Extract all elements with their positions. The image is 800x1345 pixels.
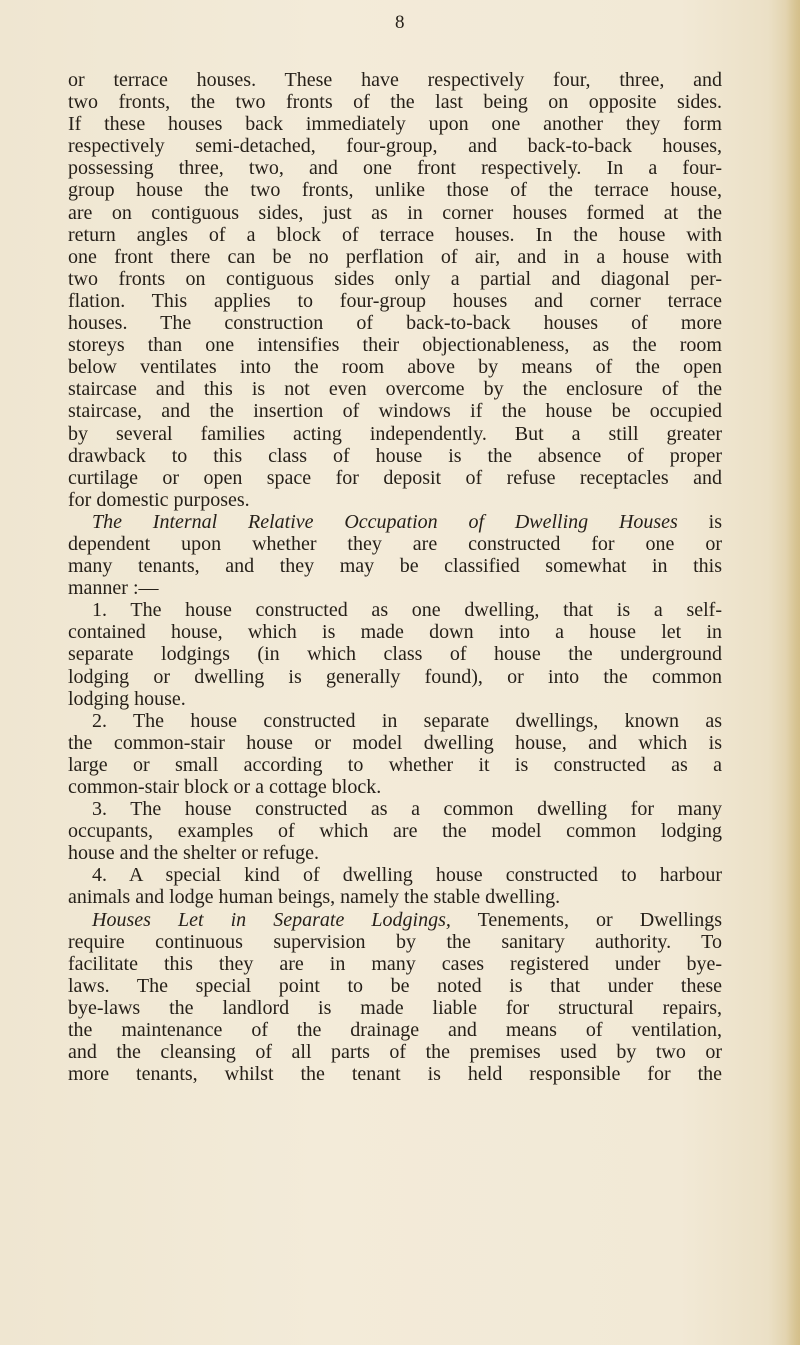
text-line — [68, 91, 722, 113]
line-text: manner :— — [68, 577, 159, 600]
line-text: by several families acting independently. But a still greater — [68, 422, 722, 445]
text-line — [68, 820, 722, 842]
line-text: group house the two fronts, unlike those of the terrace house, — [68, 179, 722, 202]
text-line — [68, 621, 722, 643]
body-text — [68, 69, 722, 1085]
text-line — [68, 246, 722, 268]
line-text: facilitate this they are in many cases registered under bye- — [68, 952, 722, 975]
text-line — [68, 268, 722, 290]
text-line — [68, 467, 722, 489]
text-line — [68, 224, 722, 246]
text-line — [68, 842, 722, 864]
line-text: respectively semi-detached, four-group, and back-to-back houses, — [68, 135, 722, 158]
text-line — [68, 643, 722, 665]
line-text: require continuous supervision by the sanitary authority. To — [68, 930, 722, 953]
line-text: house and the shelter or refuge. — [68, 842, 320, 865]
line-text: staircase, and the insertion of windows if the house be occupied — [68, 400, 722, 423]
line-text: If these houses back immediately upon one another they form — [68, 113, 722, 136]
italic-heading: The Internal Relative Occupation of Dwelling Houses — [92, 510, 678, 533]
line-text: bye-laws the landlord is made liable for structural repairs, — [68, 996, 722, 1019]
line-text: 3. The house constructed as a common dwelling for many — [92, 798, 722, 821]
text-line — [68, 997, 722, 1019]
text-line — [68, 113, 722, 135]
line-text: two fronts, the two fronts of the last being on opposite sides. — [68, 91, 722, 114]
text-line — [68, 732, 722, 754]
line-text: laws. The special point to be noted is that under these — [68, 974, 722, 997]
text-line — [68, 378, 722, 400]
text-line — [68, 334, 722, 356]
text-line — [68, 179, 722, 201]
text-line — [68, 975, 722, 997]
line-text: separate lodgings (in which class of house the underground — [68, 643, 722, 666]
line-text: animals and lodge human beings, namely the stable dwelling. — [68, 886, 561, 909]
line-text: dependent upon whether they are constructed for one or — [68, 532, 722, 555]
line-text: 1. The house constructed as one dwelling, that is a self- — [92, 599, 722, 622]
text-line — [68, 356, 722, 378]
line-text: drawback to this class of house is the absence of proper — [68, 444, 722, 467]
line-text: storeys than one intensifies their objectionableness, as the room — [68, 334, 722, 357]
text-line — [68, 1063, 722, 1085]
line-text: 2. The house constructed in separate dwellings, known as — [92, 709, 722, 732]
text-line — [68, 533, 722, 555]
text-line — [68, 886, 722, 908]
line-text: are on contiguous sides, just as in corner houses formed at the — [68, 201, 722, 224]
page-number: 8 — [395, 12, 405, 33]
line-text: flation. This applies to four-group houses and corner terrace — [68, 289, 722, 312]
text-line — [68, 798, 722, 820]
text-line — [68, 754, 722, 776]
line-text: below ventilates into the room above by means of the open — [68, 356, 722, 379]
line-text: houses. The construction of back-to-back houses of more — [68, 312, 722, 335]
text-line — [68, 511, 722, 533]
line-text: possessing three, two, and one front respectively. In a four- — [68, 157, 722, 180]
line-text: Tenements, or Dwellings — [450, 908, 722, 931]
text-line — [68, 555, 722, 577]
text-line — [68, 1019, 722, 1041]
text-line — [68, 445, 722, 467]
text-line — [68, 599, 722, 621]
line-text: 4. A special kind of dwelling house constructed to harbour — [92, 864, 722, 887]
line-text: curtilage or open space for deposit of refuse receptacles and — [68, 466, 722, 489]
text-line — [68, 290, 722, 312]
text-line — [68, 688, 722, 710]
line-text: more tenants, whilst the tenant is held responsible for the — [68, 1063, 722, 1086]
line-text: common-stair block or a cottage block. — [68, 776, 382, 798]
page-edge — [786, 0, 800, 1345]
text-line — [68, 909, 722, 931]
text-line — [68, 776, 722, 798]
line-text: return angles of a block of terrace houses. In the house with — [68, 223, 722, 246]
italic-heading: Houses Let in Separate Lodgings, — [92, 908, 451, 931]
line-text: contained house, which is made down into a house let in — [68, 621, 722, 644]
line-text: and the cleansing of all parts of the premises used by two or — [68, 1041, 722, 1064]
line-text: for domestic purposes. — [68, 488, 250, 511]
text-line — [68, 400, 722, 422]
text-line — [68, 69, 722, 91]
text-line — [68, 666, 722, 688]
text-line — [68, 577, 722, 599]
text-line — [68, 423, 722, 445]
text-line — [68, 489, 722, 511]
line-text: lodging house. — [68, 687, 186, 710]
line-text: staircase and this is not even overcome by the enclosure of the — [68, 378, 722, 401]
line-text: two fronts on contiguous sides only a partial and diagonal per- — [68, 267, 722, 290]
text-line — [68, 157, 722, 179]
text-line — [68, 710, 722, 732]
line-text: many tenants, and they may be classified somewhat in this — [68, 555, 722, 578]
text-line — [68, 953, 722, 975]
text-line — [68, 135, 722, 157]
line-text: large or small according to whether it is constructed as a — [68, 753, 722, 776]
text-line — [68, 1041, 722, 1063]
line-text: lodging or dwelling is generally found), or into the common — [68, 665, 722, 688]
line-text: is — [677, 510, 722, 533]
text-line — [68, 312, 722, 334]
line-text: the common-stair house or model dwelling house, and which is — [68, 731, 722, 754]
text-line — [68, 864, 722, 886]
line-text: or terrace houses. These have respectively four, three, and — [68, 69, 722, 91]
line-text: occupants, examples of which are the model common lodging — [68, 820, 722, 843]
text-line — [68, 202, 722, 224]
line-text: the maintenance of the drainage and means of ventilation, — [68, 1019, 722, 1042]
text-line — [68, 931, 722, 953]
line-text: one front there can be no perflation of air, and in a house with — [68, 245, 722, 268]
